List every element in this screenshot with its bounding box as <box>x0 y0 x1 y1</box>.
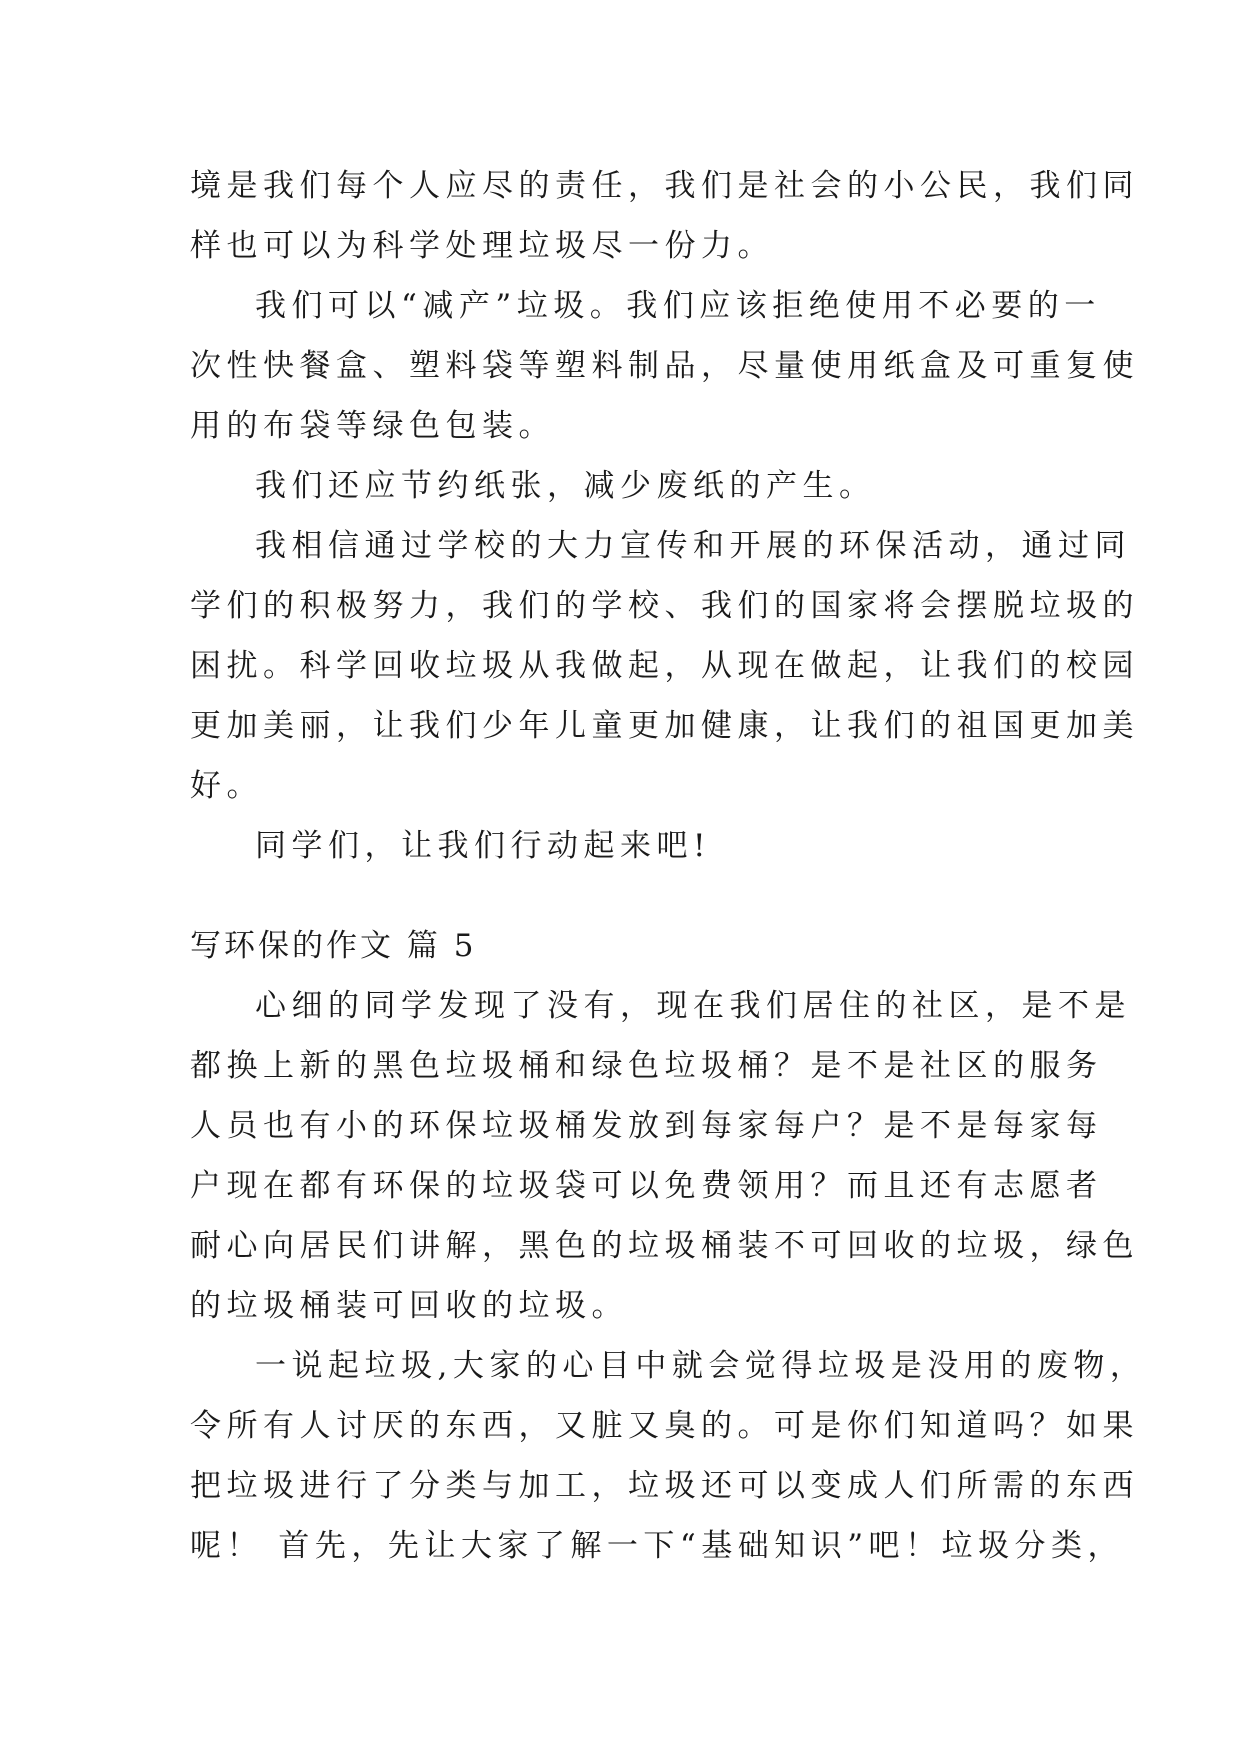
paragraph-line: 令所有人讨厌的东西，又脏又臭的。可是你们知道吗？如果 <box>190 1408 1139 1444</box>
paragraph-line: 更加美丽，让我们少年儿童更加健康，让我们的祖国更加美 <box>190 708 1139 744</box>
paragraph-line: 样也可以为科学处理垃圾尽一份力。 <box>190 228 774 264</box>
paragraph-line: 我们还应节约纸张，减少废纸的产生。 <box>255 468 876 504</box>
paragraph-line: 同学们，让我们行动起来吧! <box>255 828 711 864</box>
paragraph-line: 次性快餐盒、塑料袋等塑料制品，尽量使用纸盒及可重复使 <box>190 348 1139 384</box>
paragraph-line: 心细的同学发现了没有，现在我们居住的社区，是不是 <box>255 988 1131 1024</box>
paragraph-line: 把垃圾进行了分类与加工，垃圾还可以变成人们所需的东西 <box>190 1468 1139 1504</box>
paragraph-line: 好。 <box>190 768 263 804</box>
paragraph-line: 一说起垃圾,大家的心目中就会觉得垃圾是没用的废物， <box>255 1348 1147 1384</box>
paragraph-line: 学们的积极努力，我们的学校、我们的国家将会摆脱垃圾的 <box>190 588 1139 624</box>
section-heading: 写环保的作文 篇 5 <box>190 928 477 964</box>
paragraph-line: 我们可以“减产”垃圾。我们应该拒绝使用不必要的一 <box>255 288 1101 324</box>
paragraph-line: 户现在都有环保的垃圾袋可以免费领用？而且还有志愿者 <box>190 1168 1103 1204</box>
paragraph-line: 都换上新的黑色垃圾桶和绿色垃圾桶？是不是社区的服务 <box>190 1048 1103 1084</box>
paragraph-line: 呢！ 首先，先让大家了解一下“基础知识”吧！垃圾分类， <box>190 1528 1125 1564</box>
paragraph-line: 人员也有小的环保垃圾桶发放到每家每户？是不是每家每 <box>190 1108 1103 1144</box>
paragraph-line: 用的布袋等绿色包装。 <box>190 408 555 444</box>
paragraph-line: 的垃圾桶装可回收的垃圾。 <box>190 1288 628 1324</box>
paragraph-line: 境是我们每个人应尽的责任，我们是社会的小公民，我们同 <box>190 168 1139 204</box>
paragraph-line: 耐心向居民们讲解，黑色的垃圾桶装不可回收的垃圾，绿色 <box>190 1228 1139 1264</box>
paragraph-line: 我相信通过学校的大力宣传和开展的环保活动，通过同 <box>255 528 1131 564</box>
paragraph-line: 困扰。科学回收垃圾从我做起，从现在做起，让我们的校园 <box>190 648 1139 684</box>
